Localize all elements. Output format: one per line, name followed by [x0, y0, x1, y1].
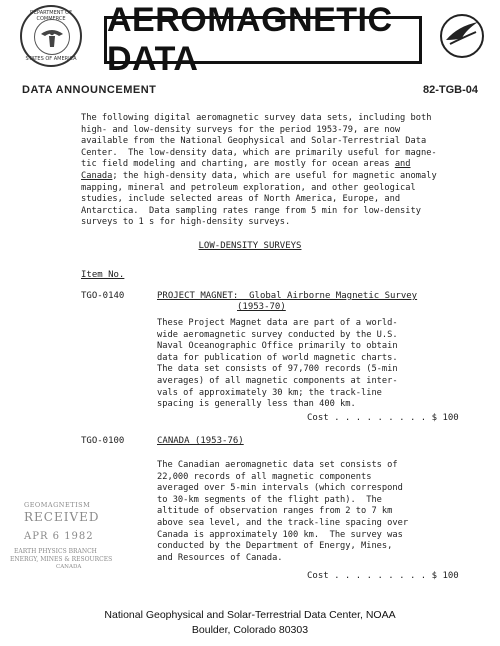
- eagle-icon: [34, 19, 70, 55]
- entry-title: PROJECT MAGNET: Global Airborne Magnetic Survey (1953-70): [157, 291, 418, 312]
- entry-cost: Cost . . . . . . . . . $ 100: [307, 413, 459, 423]
- entry-body: These Project Magnet data are part of a world- wide aeromagnetic survey conducted by the U.S. Naval Oceanographic Office primarily to obtain data for publication of world magnetic charts. The data set consists of 97,700 records (5-min averages) of all magnetic components at inter- vals of approximately 30 km; the track-line spacing is generally less than 400 km.: [157, 318, 398, 410]
- entry-body: The Canadian aeromagnetic data set consists of 22,000 records of all magnetic components averaged over 5-min intervals (which correspond to 30-km segments of the flight path). The altitude of observation ranges from 2 to 7 km above sea level, and the track-line spacing over Canada is approximately 100 km. The survey was conducted by the Department of Energy, Mines, and Resources of Canada.: [157, 460, 409, 563]
- section-heading: LOW-DENSITY SURVEYS: [198, 241, 302, 251]
- noaa-bird-logo-icon: [438, 12, 486, 60]
- entry-cost: Cost . . . . . . . . . $ 100: [307, 571, 459, 581]
- doc-number: 82-TGB-04: [422, 84, 478, 96]
- entry-title: CANADA (1953-76): [157, 436, 244, 446]
- seal-text-top: DEPARTMENT OF COMMERCE: [30, 10, 72, 22]
- item-no-label: Item No.: [81, 270, 125, 280]
- announcement-label: DATA ANNOUNCEMENT: [22, 84, 157, 96]
- page-title: AEROMAGNETIC DATA: [104, 16, 422, 64]
- entry-id: TGO-0100: [81, 436, 125, 446]
- seal-text-bottom: STATES OF AMERICA: [25, 56, 77, 62]
- commerce-seal: [20, 5, 82, 67]
- intro-paragraph: The following digital aeromagnetic survey data sets, including both high- and low-density surveys for the period 1953-79, are now available from the National Geophysical and Solar-Terrestrial Data Center. The low-density data, which are primarily useful for magne- tic field modeling and charting, are mostly for ocean areas and Canada; the high-density data, which are useful for magnetic anomaly mapping, mineral and petroleum exploration, and other geological studies, include selected areas of North America, Europe, and Antarctica. Data sampling rates range from 5 min for low-density surveys to 1 s for high-density surveys.: [81, 113, 437, 228]
- entry-id: TGO-0140: [81, 291, 125, 301]
- footer-address: Boulder, Colorado 80303: [191, 624, 309, 636]
- received-stamp: GEOMAGNETISM RECEIVED APR 6 1982 EARTH PHYSICS BRANCH ENERGY, MINES & RESOURCES CANADA: [10, 501, 113, 570]
- footer-org: National Geophysical and Solar-Terrestrial Data Center, NOAA: [104, 609, 396, 621]
